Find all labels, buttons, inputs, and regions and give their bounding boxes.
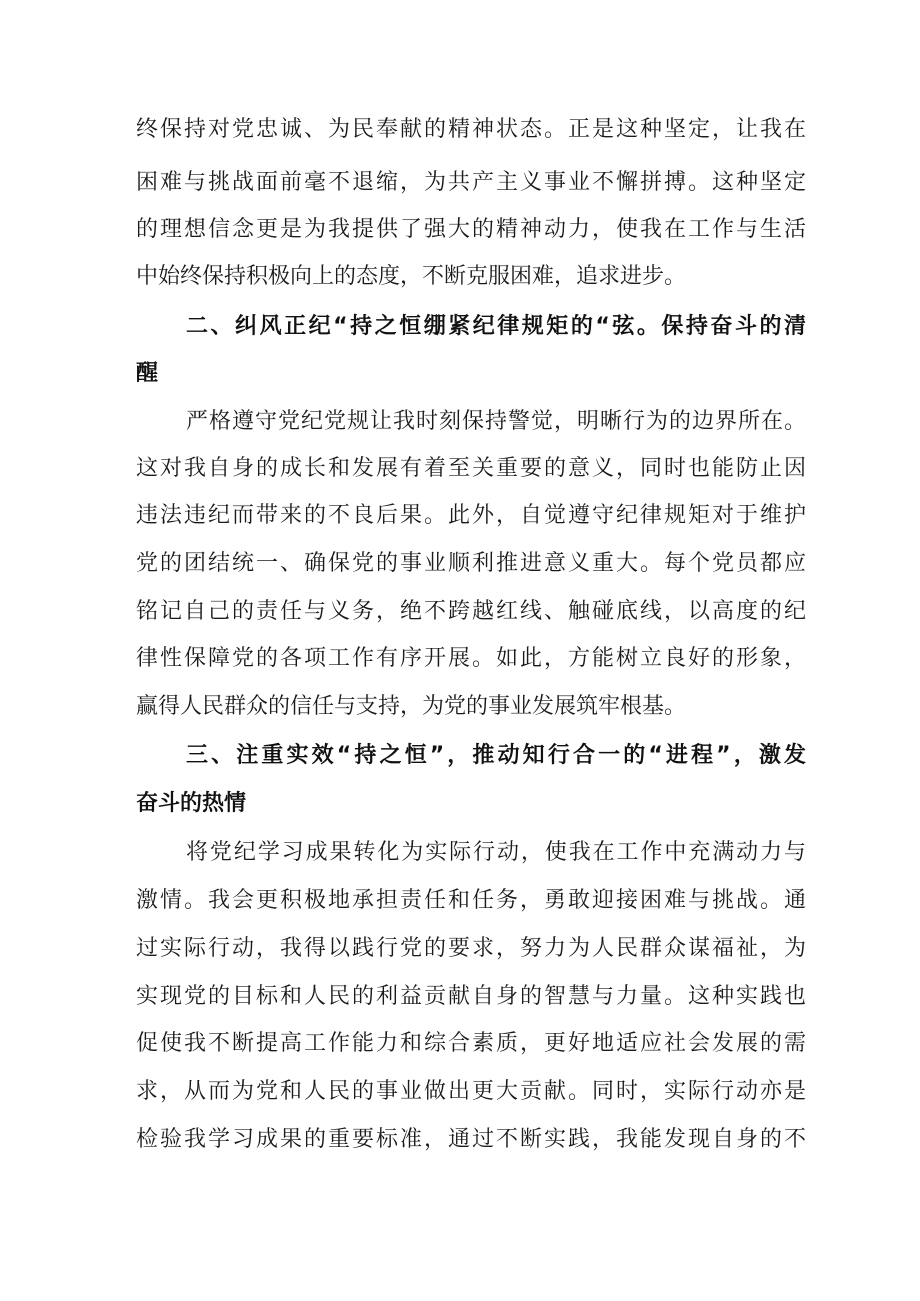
section-heading: 三、注重实效“持之恒”，推动知行合一的“进程”，激发 (186, 743, 806, 768)
body-text-line: 困难与挑战面前毫不退缩，为共产主义事业不懈拼搏。这种坚定 (136, 170, 806, 195)
body-text-line: 赢得人民群众的信任与支持，为党的事业发展筑牢根基。 (136, 694, 687, 719)
body-text-line: 促使我不断提高工作能力和综合素质，更好地适应社会发展的需 (136, 1031, 806, 1056)
body-text-line: 终保持对党忠诚、为民奉献的精神状态。正是这种坚定，让我在 (136, 117, 806, 142)
section-heading: 醒 (136, 361, 159, 386)
body-text-line: 铭记自己的责任与义务，绝不跨越红线、触碰底线，以高度的纪 (136, 599, 806, 624)
section-heading: 二、纠风正纪“持之恒绷紧纪律规矩的“弦。保持奋斗的清 (186, 314, 806, 339)
body-text-line: 激情。我会更积极地承担责任和任务，勇敢迎接困难与挑战。通 (136, 888, 806, 913)
body-text-line: 中始终保持积极向上的态度，不断克服困难，追求进步。 (136, 264, 687, 289)
body-text-line: 严格遵守党纪党规让我时刻保持警觉，明晰行为的边界所在。 (186, 409, 806, 434)
body-text-line: 实现党的目标和人民的利益贡献自身的智慧与力量。这种实践也 (136, 984, 806, 1009)
body-text-line: 律性保障党的各项工作有序开展。如此，方能树立良好的形象， (136, 646, 806, 671)
body-text-line: 将党纪学习成果转化为实际行动，使我在工作中充满动力与 (186, 840, 806, 865)
section-heading: 奋斗的热情 (136, 791, 247, 816)
body-text-line: 党的团结统一、确保党的事业顺利推进意义重大。每个党员都应 (136, 551, 806, 576)
body-text-line: 违法违纪而带来的不良后果。此外，自觉遵守纪律规矩对于维护 (136, 503, 806, 528)
body-text-line: 求，从而为党和人民的事业做出更大贡献。同时，实际行动亦是 (136, 1079, 806, 1104)
body-text-line: 这对我自身的成长和发展有着至关重要的意义，同时也能防止因 (136, 456, 806, 481)
body-text-line: 的理想信念更是为我提供了强大的精神动力，使我在工作与生活 (136, 217, 806, 242)
body-text-line: 过实际行动，我得以践行党的要求，努力为人民群众谋福祉，为 (136, 936, 806, 961)
body-text-line: 检验我学习成果的重要标准，通过不断实践，我能发现自身的不 (136, 1127, 806, 1152)
